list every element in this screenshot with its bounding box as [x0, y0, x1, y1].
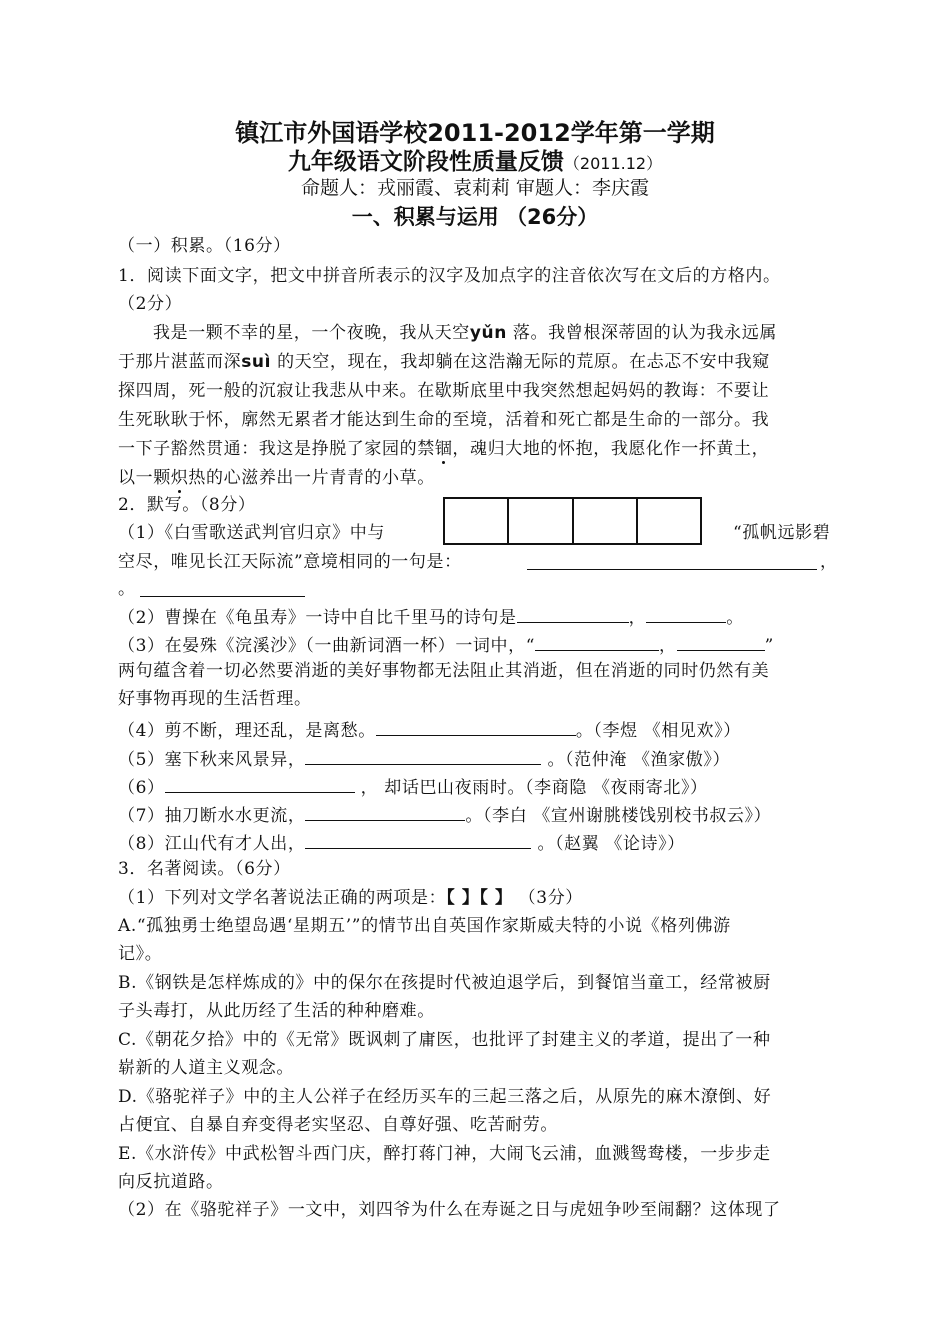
q2-item-3: [118, 632, 774, 657]
q1-passage-line: [118, 438, 769, 460]
q1-passage-line: 探四周，死一般的沉寂让我悲从中来。在歇斯底里中我突然想起妈妈的教诲：不要让: [118, 381, 770, 401]
item-text: （1）下列对文学名著说法正确的两项是：: [118, 888, 447, 908]
item-text: （2）曹操在《龟虽寿》一诗中自比千里马的诗句是: [118, 608, 517, 628]
passage-text: 一下子豁然贯通：我这是挣脱了家园的禁: [118, 439, 435, 459]
answer-box-grid[interactable]: [443, 497, 702, 545]
answer-line[interactable]: [305, 746, 541, 765]
answer-line[interactable]: [305, 830, 531, 849]
q1-passage-line: 生死耿耿于怀，廓然无累者才能达到生命的至境，活着和死亡都是生命的一部分。我: [118, 410, 770, 430]
passage-text: 的天空，现在，我却躺在这浩瀚无际的荒原。在忐忑不安中我窥: [277, 352, 770, 372]
answer-line[interactable]: [677, 632, 765, 651]
passage-text: 热的心滋养出一片青青的小草。: [188, 468, 435, 488]
option-d-cont: 占便宜、自暴自弃变得老实坚忍、自尊好强、吃苦耐劳。: [118, 1115, 558, 1135]
passage-text: 我是一颗不幸的星，一个夜晚，我从天空: [153, 323, 470, 343]
item-text: （6）: [118, 778, 165, 798]
option-b: B.《钢铁是怎样炼成的》中的保尔在孩提时代被迫退学后，到餐馆当童工，经常被厨: [118, 973, 771, 993]
option-e-cont: 向反抗道路。: [118, 1172, 224, 1192]
q2-item-1-quote: “孤帆远影碧: [733, 523, 831, 543]
item-text: （3）在晏殊《浣溪沙》（一曲新词酒一杯）一词中，“: [118, 636, 536, 656]
q1-passage-line: [118, 467, 435, 489]
item-source: 。（范仲淹 《渔家傲》）: [547, 750, 731, 770]
q1-passage-line: [118, 351, 770, 373]
answer-line[interactable]: [517, 604, 629, 623]
section-heading: 一、积累与运用 （26分）: [351, 205, 599, 229]
option-a: A.“孤独勇士绝望岛遇‘星期五’”的情节出自英国作家斯威夫特的小说《格列佛游: [118, 916, 731, 936]
q2-item-1-cont: 空尽，唯见长江天际流”意境相同的一句是：: [118, 552, 462, 572]
dotted-char: 锢: [434, 439, 453, 459]
answer-box[interactable]: [445, 499, 509, 543]
exam-date: （2011.12）: [563, 154, 663, 173]
passage-text: 于那片湛蓝而深: [118, 352, 242, 372]
q1-passage-line: [153, 322, 777, 344]
q2-item-4: [118, 717, 741, 742]
item-text: （7）抽刀断水水更流，: [118, 806, 306, 826]
item-text: （5）塞下秋来风景异，: [118, 750, 306, 770]
q3-sub1: [118, 887, 583, 909]
q2-item-3-cont: 两句蕴含着一切必然要消逝的美好事物都无法阻止其消逝，但在消逝的同时仍然有美: [118, 661, 770, 681]
item-text: （8）江山代有才人出，: [118, 834, 306, 854]
option-e: E.《水浒传》中武松智斗西门庆，醉打蒋门神，大闹飞云浦，血溅鸳鸯楼，一步步走: [118, 1144, 771, 1164]
punct: 。: [726, 608, 744, 628]
punct: ，: [820, 552, 838, 572]
item-source: 。（李煜 《相见欢》）: [575, 721, 741, 741]
answer-line[interactable]: [376, 717, 576, 736]
answer-line[interactable]: [527, 569, 817, 570]
exam-title: 镇江市外国语学校2011-2012学年第一学期: [235, 119, 715, 147]
punct: ，: [628, 608, 647, 628]
dotted-char: 炽: [170, 468, 189, 488]
q1-score: （2分）: [118, 294, 183, 314]
q2-item-1: （1）《白雪歌送武判官归京》中与: [118, 523, 385, 543]
part-heading: （一）积累。（16分）: [118, 236, 291, 256]
passage-text: 落。我曾根深蒂固的认为我永远属: [512, 323, 777, 343]
answer-box[interactable]: [509, 499, 573, 543]
answer-bracket[interactable]: 【 】【 】: [446, 888, 513, 908]
punct: ”: [764, 636, 774, 656]
answer-line[interactable]: [535, 632, 659, 651]
pinyin-sui: suì: [241, 352, 272, 372]
q2-item-3-cont: 好事物再现的生活哲理。: [118, 689, 312, 709]
q2-item-7: [118, 802, 771, 827]
q2-item-8: [118, 830, 685, 855]
answer-line[interactable]: [140, 596, 305, 597]
punct: 。: [118, 579, 136, 599]
option-d: D.《骆驼祥子》中的主人公祥子在经历买车的三起三落之后，从原先的麻木潦倒、好: [118, 1087, 772, 1107]
passage-text: ，魂归大地的怀抱，我愿化作一抔黄土，: [452, 439, 770, 459]
q2-item-6: [118, 774, 708, 799]
item-text: （4）剪不断，理还乱，是离愁。: [118, 721, 376, 741]
item-score: （3分）: [518, 888, 583, 908]
pinyin-yun: yǔn: [469, 323, 507, 343]
q1-stem: 1．阅读下面文字，把文中拼音所表示的汉字及加点字的注音依次写在文后的方格内。: [118, 266, 781, 286]
option-a-cont: 记》。: [118, 944, 163, 964]
item-source: 。（李白 《宣州谢朓楼饯别校书叔云》）: [465, 806, 772, 826]
answer-line[interactable]: [165, 774, 355, 793]
punct: ，: [659, 636, 677, 656]
q2-stem: 2．默写。（8分）: [118, 495, 256, 515]
exam-authors: 命题人：戎丽霞、袁莉莉 审题人：李庆霞: [300, 177, 650, 199]
q2-item-2: [118, 604, 744, 629]
q2-item-5: [118, 746, 730, 771]
option-c-cont: 崭新的人道主义观念。: [118, 1058, 294, 1078]
answer-box[interactable]: [638, 499, 700, 543]
answer-box[interactable]: [574, 499, 638, 543]
item-source: 。（赵翼 《论诗》）: [537, 834, 685, 854]
passage-text: 以一颗: [118, 468, 171, 488]
q3-sub2: （2）在《骆驼祥子》一文中，刘四爷为什么在寿诞之日与虎妞争吵至闹翻？这体现了: [118, 1200, 781, 1220]
option-c: C.《朝花夕拾》中的《无常》既讽刺了庸医，也批评了封建主义的孝道，提出了一种: [118, 1030, 771, 1050]
subtitle-text: 九年级语文阶段性质量反馈: [287, 149, 564, 175]
answer-line[interactable]: [305, 802, 465, 821]
item-source: ， 却话巴山夜雨时。（李商隐 《夜雨寄北》）: [360, 778, 708, 798]
q3-stem: 3．名著阅读。（6分）: [118, 859, 291, 879]
option-b-cont: 子头毒打，从此历经了生活的种种磨难。: [118, 1001, 435, 1021]
answer-line[interactable]: [646, 604, 726, 623]
